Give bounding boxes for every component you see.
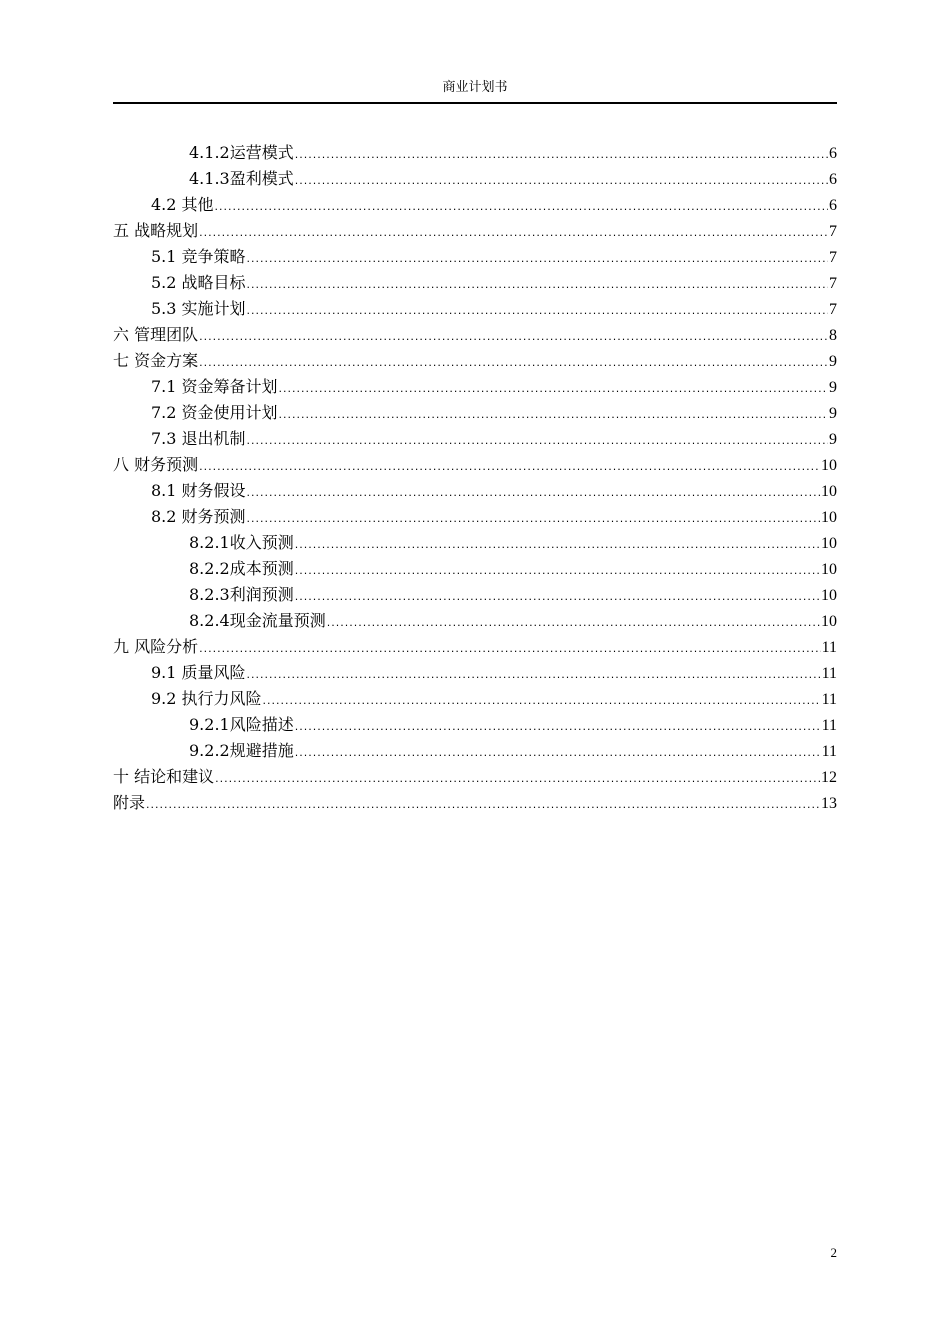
toc-entry-title: 十 结论和建议 xyxy=(113,767,215,786)
toc-entry-page: 11 xyxy=(821,691,837,708)
toc-entry-title: 附录 xyxy=(113,793,146,812)
toc-entry-page: 7 xyxy=(829,249,837,266)
toc-dot-leader xyxy=(215,766,820,792)
toc-entry-title: 5.3 实施计划 xyxy=(151,299,246,318)
toc-entry-title: 8.2.3利润预测 xyxy=(189,585,294,604)
toc-entry-title: 8.2 财务预测 xyxy=(151,507,246,526)
toc-entry-page: 10 xyxy=(821,509,837,526)
toc-entry-title: 4.1.3盈利模式 xyxy=(189,169,294,188)
toc-entry-page: 10 xyxy=(821,613,837,630)
toc-entry-page: 10 xyxy=(821,535,837,552)
toc-dot-leader xyxy=(199,350,828,376)
toc-entry-page: 9 xyxy=(829,431,837,448)
toc-entry-title: 5.2 战略目标 xyxy=(151,273,246,292)
toc-entry[interactable] xyxy=(113,608,837,634)
toc-entry-title: 8.1 财务假设 xyxy=(151,481,246,500)
toc-entry-title: 五 战略规划 xyxy=(113,221,199,240)
toc-entry-title: 8.2.4现金流量预测 xyxy=(189,611,326,630)
toc-dot-leader xyxy=(199,324,828,350)
toc-entry[interactable] xyxy=(113,322,837,348)
toc-dot-leader xyxy=(295,558,820,584)
toc-entry[interactable] xyxy=(113,374,837,400)
toc-entry[interactable] xyxy=(113,556,837,582)
toc-entry-page: 10 xyxy=(821,457,837,474)
toc-entry-title: 7.2 资金使用计划 xyxy=(151,403,278,422)
toc-entry[interactable] xyxy=(113,504,837,530)
toc-dot-leader xyxy=(199,636,821,662)
toc-entry[interactable] xyxy=(113,296,837,322)
toc-entry-page: 10 xyxy=(821,483,837,500)
toc-entry[interactable] xyxy=(113,790,837,816)
toc-entry-page: 11 xyxy=(821,743,837,760)
toc-entry[interactable] xyxy=(113,166,837,192)
toc-entry-title: 4.2 其他 xyxy=(151,195,214,214)
toc-entry[interactable] xyxy=(113,582,837,608)
toc-entry-title: 六 管理团队 xyxy=(113,325,199,344)
toc-entry-page: 10 xyxy=(821,561,837,578)
toc-entry-title: 8.2.2成本预测 xyxy=(189,559,294,578)
toc-entry[interactable] xyxy=(113,270,837,296)
toc-entry-page: 11 xyxy=(821,639,837,656)
toc-entry[interactable] xyxy=(113,686,837,712)
toc-entry[interactable] xyxy=(113,140,837,166)
running-header xyxy=(113,78,837,104)
toc-dot-leader xyxy=(146,792,820,818)
toc-entry-page: 6 xyxy=(829,171,837,188)
toc-entry[interactable] xyxy=(113,712,837,738)
toc-entry-title: 七 资金方案 xyxy=(113,351,199,370)
toc-entry[interactable] xyxy=(113,244,837,270)
toc-dot-leader xyxy=(199,454,820,480)
toc-entry-page: 9 xyxy=(829,353,837,370)
toc-entry-title: 9.2.2规避措施 xyxy=(189,741,294,760)
toc-dot-leader xyxy=(279,402,828,428)
toc-dot-leader xyxy=(215,194,828,220)
toc-dot-leader xyxy=(279,376,828,402)
toc-dot-leader xyxy=(247,428,828,454)
toc-entry[interactable] xyxy=(113,660,837,686)
toc-entry-page: 8 xyxy=(829,327,837,344)
toc-dot-leader xyxy=(247,298,828,324)
toc-entry-page: 11 xyxy=(821,665,837,682)
toc-dot-leader xyxy=(199,220,828,246)
toc-entry[interactable] xyxy=(113,452,837,478)
toc-entry-title: 9.2.1风险描述 xyxy=(189,715,294,734)
toc-dot-leader xyxy=(295,168,828,194)
toc-dot-leader xyxy=(247,246,828,272)
toc-entry-page: 6 xyxy=(829,197,837,214)
toc-entry[interactable] xyxy=(113,530,837,556)
toc-entry[interactable] xyxy=(113,218,837,244)
toc-entry[interactable] xyxy=(113,348,837,374)
toc-dot-leader xyxy=(295,584,820,610)
toc-entry-title: 5.1 竞争策略 xyxy=(151,247,246,266)
toc-entry-title: 9.2 执行力风险 xyxy=(151,689,262,708)
toc-entry-page: 7 xyxy=(829,275,837,292)
toc-entry[interactable] xyxy=(113,426,837,452)
toc-dot-leader xyxy=(247,480,820,506)
toc-dot-leader xyxy=(247,272,828,298)
toc-entry-page: 11 xyxy=(821,717,837,734)
toc-dot-leader xyxy=(295,714,821,740)
toc-entry[interactable] xyxy=(113,192,837,218)
toc-entry-title: 九 风险分析 xyxy=(113,637,199,656)
toc-entry[interactable] xyxy=(113,738,837,764)
toc-entry[interactable] xyxy=(113,764,837,790)
toc-dot-leader xyxy=(295,142,828,168)
toc-entry-page: 12 xyxy=(821,769,837,786)
toc-dot-leader xyxy=(295,740,821,766)
toc-entry[interactable] xyxy=(113,634,837,660)
toc-entry-title: 9.1 质量风险 xyxy=(151,663,246,682)
toc-entry-page: 7 xyxy=(829,223,837,240)
toc-entry-page: 9 xyxy=(829,379,837,396)
toc-entry-page: 10 xyxy=(821,587,837,604)
toc-entry-title: 八 财务预测 xyxy=(113,455,199,474)
toc-dot-leader xyxy=(295,532,820,558)
page-number: 2 xyxy=(830,1245,837,1260)
toc-entry-page: 6 xyxy=(829,145,837,162)
toc-dot-leader xyxy=(247,662,821,688)
table-of-contents xyxy=(113,140,837,816)
toc-entry[interactable] xyxy=(113,400,837,426)
toc-entry-title: 7.1 资金筹备计划 xyxy=(151,377,278,396)
toc-entry-page: 9 xyxy=(829,405,837,422)
toc-entry-page: 13 xyxy=(821,795,837,812)
toc-entry[interactable] xyxy=(113,478,837,504)
toc-entry-title: 8.2.1收入预测 xyxy=(189,533,294,552)
toc-dot-leader xyxy=(327,610,820,636)
toc-entry-title: 7.3 退出机制 xyxy=(151,429,246,448)
header-title: 商业计划书 xyxy=(442,80,508,95)
toc-entry-title: 4.1.2运营模式 xyxy=(189,143,294,162)
toc-dot-leader xyxy=(263,688,821,714)
toc-entry-page: 7 xyxy=(829,301,837,318)
toc-dot-leader xyxy=(247,506,820,532)
